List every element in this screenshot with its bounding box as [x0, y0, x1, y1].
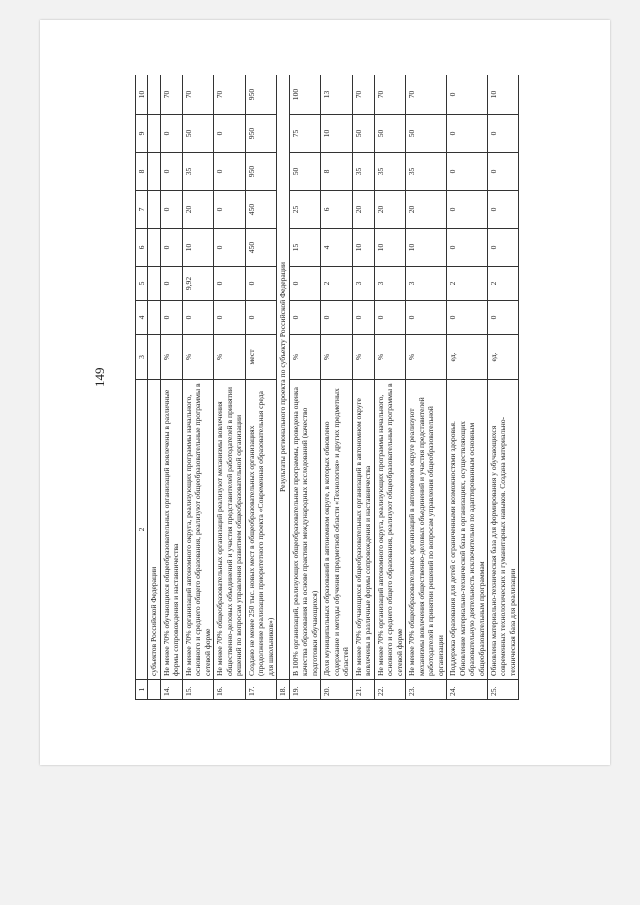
value-cell: 0: [289, 301, 320, 335]
header-cell: 5: [136, 267, 148, 301]
value-cell: 0: [374, 301, 405, 335]
header-cell: 8: [136, 153, 148, 191]
value-cell: 50: [374, 115, 405, 153]
value-cell: 70: [352, 75, 374, 115]
row-text: Обновлена материально-техническая база для формирования у обучающихся современных технологических и гуманитарных навыков. Создана материально-техническая база для реализации: [487, 380, 518, 680]
row-text: Не менее 70% общеобразовательных организаций в автономном округе реализуют механизмы вовлечения общественно-деловых объединений и участия представителей работодателей в принятии решений по вопросам управления общеобразовательной организации: [406, 380, 447, 680]
row-number: 20.: [321, 680, 352, 700]
row-unit: %: [182, 335, 213, 380]
table-row: [148, 75, 160, 700]
header-cell: 1: [136, 680, 148, 700]
header-cell: 3: [136, 335, 148, 380]
value-cell: 0: [160, 301, 182, 335]
value-cell: 0: [447, 191, 488, 229]
value-cell: 35: [406, 153, 447, 191]
value-cell: 9,92: [182, 267, 213, 301]
value-cell: 0: [487, 115, 518, 153]
column-number-row: [136, 75, 148, 700]
value-cell: 0: [245, 267, 276, 301]
document-page: [40, 20, 610, 765]
row-number: 21.: [352, 680, 374, 700]
value-cell: 100: [289, 75, 320, 115]
value-cell: 0: [160, 115, 182, 153]
table-row: [289, 75, 320, 700]
header-cell: 10: [136, 75, 148, 115]
value-cell: 0: [487, 153, 518, 191]
value-cell: 0: [245, 301, 276, 335]
value-cell: 450: [245, 229, 276, 267]
value-cell: 70: [406, 75, 447, 115]
row-text: В 100% организаций, реализующих общеобразовательные программы, проведена оценка качества образования на основе практики международных исследований (качество подготовки обучающихся): [289, 380, 320, 680]
indicators-table: [135, 75, 519, 700]
row-unit: %: [374, 335, 405, 380]
header-cell: 2: [136, 380, 148, 680]
value-cell: 10: [321, 115, 352, 153]
row-number: 19.: [289, 680, 320, 700]
row-text: Создано не менее 250 тыс. новых мест в общеобразовательных организациях (продолжение реализации приоритетного проекта «Современная образовательная среда для школьников»): [245, 380, 276, 680]
table-row: [182, 75, 213, 700]
value-cell: 20: [352, 191, 374, 229]
value-cell: 0: [289, 267, 320, 301]
value-cell: 450: [245, 191, 276, 229]
value-cell: 6: [321, 191, 352, 229]
value-cell: 0: [406, 301, 447, 335]
value-cell: 0: [487, 191, 518, 229]
row-unit: мест: [245, 335, 276, 380]
value-cell: 70: [374, 75, 405, 115]
value-cell: 50: [406, 115, 447, 153]
table-row: [214, 75, 245, 700]
rotated-table-container: [135, 75, 640, 700]
header-cell: 9: [136, 115, 148, 153]
value-cell: 50: [352, 115, 374, 153]
value-cell: 0: [160, 229, 182, 267]
row-number: 25.: [487, 680, 518, 700]
value-cell: 35: [374, 153, 405, 191]
value-cell: 0: [160, 191, 182, 229]
row-text: Не менее 70% обучающихся общеобразовательных организаций вовлечены в различные формы сопровождения и наставничества: [160, 380, 182, 680]
value-cell: 35: [182, 153, 213, 191]
header-cell: 7: [136, 191, 148, 229]
row-number: 18.: [277, 680, 289, 700]
table-row: [406, 75, 447, 700]
value-cell: 3: [406, 267, 447, 301]
value-cell: 0: [447, 229, 488, 267]
value-cell: 20: [406, 191, 447, 229]
value-cell: 13: [321, 75, 352, 115]
row-unit: %: [160, 335, 182, 380]
row-number: 22.: [374, 680, 405, 700]
row-unit: ед.: [447, 335, 488, 380]
row-unit: %: [406, 335, 447, 380]
value-cell: 50: [289, 153, 320, 191]
table-row: [160, 75, 182, 700]
table-row: [245, 75, 276, 700]
value-cell: 0: [182, 301, 213, 335]
value-cell: 0: [447, 75, 488, 115]
value-cell: 0: [214, 229, 245, 267]
value-cell: 20: [182, 191, 213, 229]
value-cell: 0: [487, 301, 518, 335]
table-row: [352, 75, 374, 700]
value-cell: 70: [160, 75, 182, 115]
value-cell: 35: [352, 153, 374, 191]
value-cell: 0: [160, 153, 182, 191]
row-number: 17.: [245, 680, 276, 700]
value-cell: 0: [487, 229, 518, 267]
row-text: Не менее 70% общеобразовательных организаций реализуют механизмы вовлечения общественно-деловых объединений и участия представителей работодателей в принятии решений по вопросам управления развитием общеобразовательной организации: [214, 380, 245, 680]
value-cell: 0: [214, 267, 245, 301]
section-row: [277, 75, 289, 700]
row-text: Поддержка образования для детей с ограниченными возможностями здоровья. Обновление материально-технической базы в организациях, осуществляющих образовательную деятельность исключительно по адаптированным основным общеобразовательным программам: [447, 380, 488, 680]
value-cell: 3: [352, 267, 374, 301]
value-cell: 2: [321, 267, 352, 301]
value-cell: 10: [487, 75, 518, 115]
continued-text-cell: субъектов Российской Федерации: [148, 380, 160, 680]
value-cell: 20: [374, 191, 405, 229]
row-unit: %: [321, 335, 352, 380]
value-cell: 70: [182, 75, 213, 115]
row-text: Не менее 70% организаций автономного округа, реализующих программы начального, основного и среднего общего образования, реализуют общеобразовательные программы в сетевой форме: [182, 380, 213, 680]
table-row: [374, 75, 405, 700]
value-cell: 25: [289, 191, 320, 229]
row-number: 14.: [160, 680, 182, 700]
value-cell: 10: [352, 229, 374, 267]
table-viewport: [135, 75, 640, 700]
table-row: [321, 75, 352, 700]
value-cell: 15: [289, 229, 320, 267]
value-cell: 0: [352, 301, 374, 335]
row-text: Доля муниципальных образований в автономном округе, в которых обновлено содержание и методы обучения предметной области «Технология» и других предметных областей: [321, 380, 352, 680]
row-text: Не менее 70% организаций автономного округа, реализующих программы начального, основного и среднего общего образования, реализуют общеобразовательные программы в сетевой форме: [374, 380, 405, 680]
row-unit: %: [352, 335, 374, 380]
header-cell: 4: [136, 301, 148, 335]
table-row: [447, 75, 488, 700]
value-cell: 0: [321, 301, 352, 335]
page-number: 149: [92, 367, 107, 387]
value-cell: 8: [321, 153, 352, 191]
value-cell: 75: [289, 115, 320, 153]
row-number: 15.: [182, 680, 213, 700]
row-number: 24.: [447, 680, 488, 700]
row-text: Не менее 70% обучающихся общеобразовательных организаций в автономном округе вовлечены в различные формы сопровождения и наставничества: [352, 380, 374, 680]
value-cell: 2: [487, 267, 518, 301]
value-cell: 0: [447, 301, 488, 335]
header-cell: 6: [136, 229, 148, 267]
table-row: [487, 75, 518, 700]
value-cell: 10: [374, 229, 405, 267]
row-unit: %: [289, 335, 320, 380]
value-cell: 50: [182, 115, 213, 153]
section-title: Результаты регионального проекта по субъекту Российской Федерации: [277, 75, 289, 680]
value-cell: 950: [245, 75, 276, 115]
value-cell: 0: [214, 191, 245, 229]
value-cell: 3: [374, 267, 405, 301]
value-cell: 0: [447, 115, 488, 153]
value-cell: 0: [214, 153, 245, 191]
row-unit: ед.: [487, 335, 518, 380]
value-cell: 0: [214, 301, 245, 335]
value-cell: 70: [214, 75, 245, 115]
value-cell: 4: [321, 229, 352, 267]
row-number: 16.: [214, 680, 245, 700]
value-cell: 10: [182, 229, 213, 267]
row-unit: %: [214, 335, 245, 380]
value-cell: 950: [245, 153, 276, 191]
value-cell: 10: [406, 229, 447, 267]
row-number: 23.: [406, 680, 447, 700]
value-cell: 950: [245, 115, 276, 153]
value-cell: 0: [214, 115, 245, 153]
value-cell: 0: [160, 267, 182, 301]
value-cell: 0: [447, 153, 488, 191]
value-cell: 2: [447, 267, 488, 301]
